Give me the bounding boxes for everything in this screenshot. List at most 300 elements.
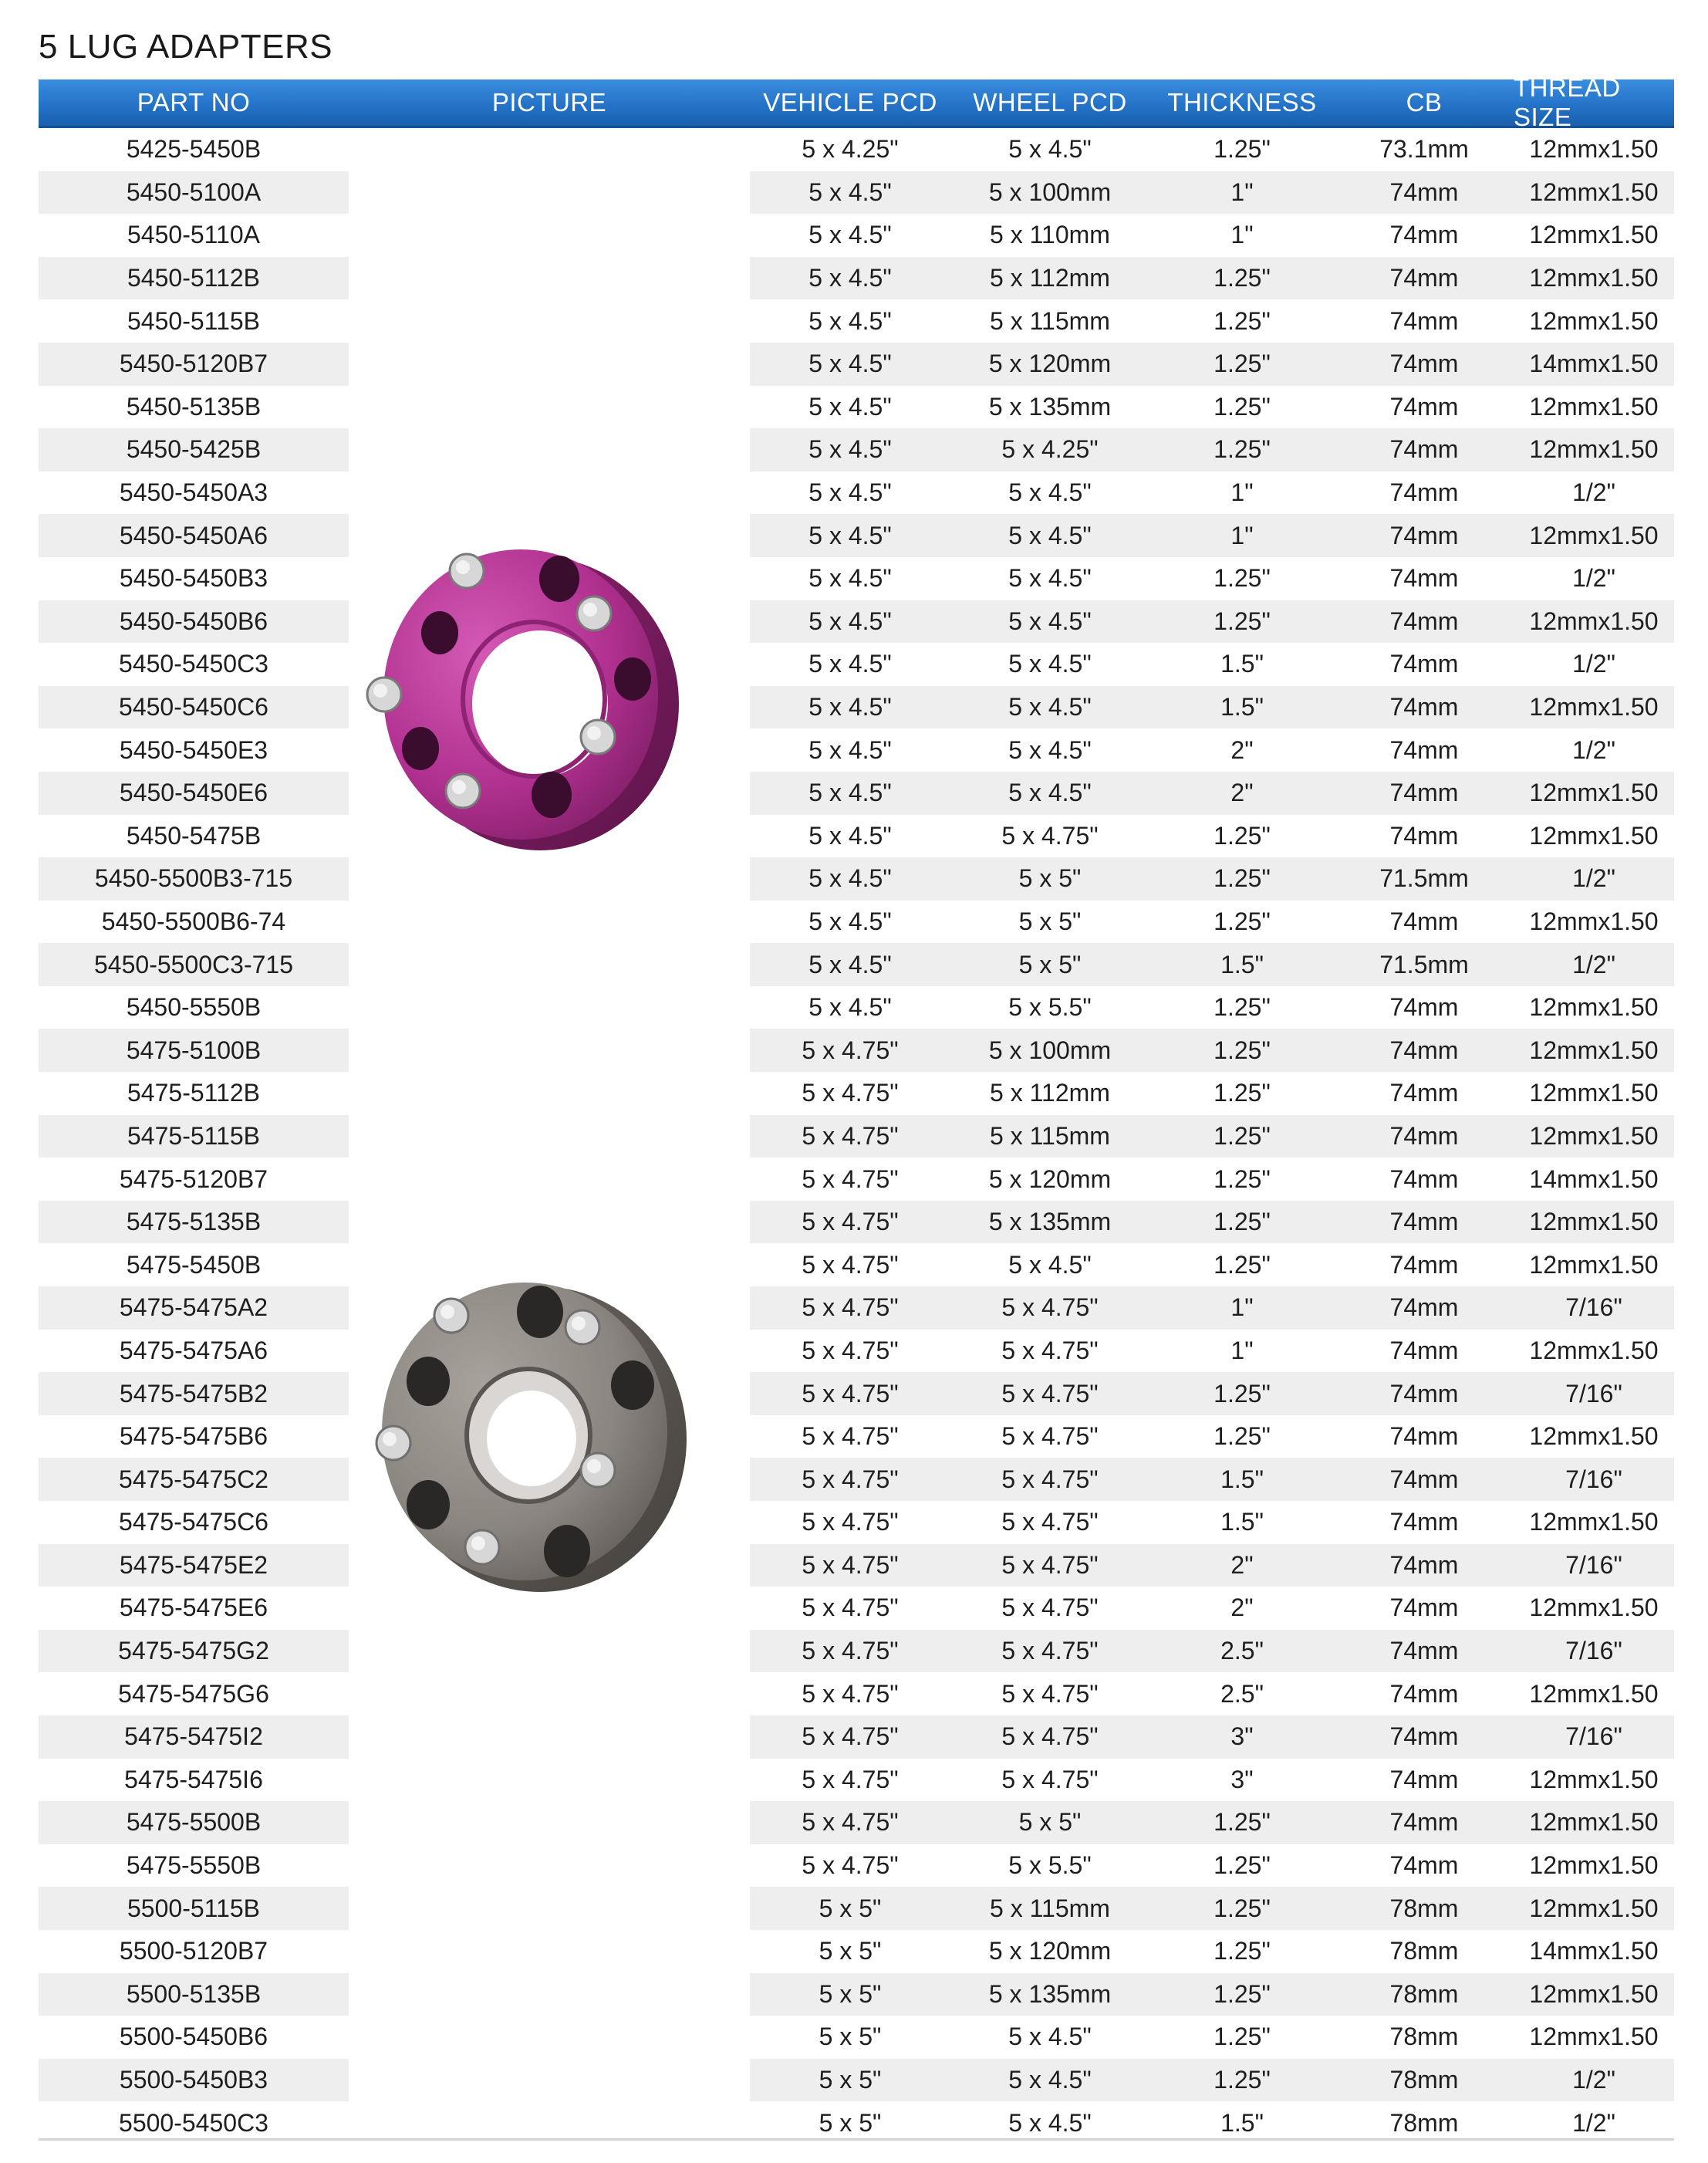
table-row — [39, 686, 1674, 729]
wheel-pcd-cell: 5 x 4.75" — [1001, 1765, 1099, 1793]
thread-size-cell: 7/16" — [1514, 1544, 1674, 1587]
wheel-pcd-cell: 5 x 4.5" — [950, 686, 1149, 729]
cb-cell: 74mm — [1389, 1250, 1459, 1279]
cb-cell: 74mm — [1389, 306, 1459, 335]
table-row — [39, 1415, 1674, 1458]
table-header — [39, 73, 1674, 131]
thickness-cell: 2" — [1149, 772, 1335, 815]
cb-cell: 74mm — [1335, 1715, 1514, 1759]
purple-wheel-adapter-image — [363, 540, 687, 857]
thread-size-cell: 12mmx1.50 — [1514, 428, 1674, 471]
thickness-cell: 1.25" — [1149, 428, 1335, 471]
wheel-pcd-cell: 5 x 135mm — [950, 1201, 1149, 1244]
col-thickness: THICKNESS — [1167, 88, 1317, 117]
thread-size-cell: 12mmx1.50 — [1514, 1973, 1674, 2016]
wheel-pcd-cell: 5 x 112mm — [990, 1079, 1110, 1107]
part-no-cell: 5450-5475B — [126, 821, 262, 850]
picture-cell — [349, 857, 750, 901]
part-no-cell: 5475-5100B — [39, 1029, 349, 1072]
thickness-cell: 1.25" — [1149, 1115, 1335, 1158]
wheel-pcd-cell: 5 x 100mm — [950, 1029, 1149, 1072]
table-row — [39, 1201, 1674, 1244]
thread-size-cell: 12mmx1.50 — [1529, 993, 1659, 1022]
picture-cell — [349, 1158, 750, 1201]
vehicle-pcd-cell: 5 x 4.75" — [750, 1372, 950, 1415]
vehicle-pcd-cell: 5 x 4.75" — [750, 1286, 950, 1330]
table-row — [39, 600, 1674, 644]
cb-cell: 74mm — [1335, 1630, 1514, 1673]
table-row — [39, 1115, 1674, 1158]
cb-cell: 74mm — [1389, 1508, 1459, 1536]
wheel-pcd-cell: 5 x 120mm — [950, 343, 1149, 386]
picture-cell — [349, 1801, 750, 1844]
picture-cell — [349, 986, 750, 1029]
thread-size-cell: 7/16" — [1514, 1372, 1674, 1415]
table-row — [39, 1158, 1674, 1201]
part-no-cell: 5425-5450B — [126, 135, 262, 164]
cb-cell: 71.5mm — [1335, 857, 1514, 901]
cb-cell: 74mm — [1335, 772, 1514, 815]
thread-size-cell: 1/2" — [1514, 2059, 1674, 2102]
cb-cell: 71.5mm — [1335, 943, 1514, 986]
thickness-cell: 1.5" — [1220, 2108, 1264, 2137]
thickness-cell: 1.25" — [1149, 600, 1335, 644]
cb-cell: 74mm — [1389, 478, 1459, 507]
table-row — [39, 171, 1674, 215]
thickness-cell: 2" — [1149, 1544, 1335, 1587]
part-no-cell: 5475-5475G2 — [39, 1630, 349, 1673]
vehicle-pcd-cell: 5 x 4.5" — [808, 650, 892, 678]
vehicle-pcd-cell: 5 x 4.75" — [802, 1765, 899, 1793]
table-row — [39, 1672, 1674, 1715]
part-no-cell: 5475-5475I2 — [39, 1715, 349, 1759]
cb-cell: 74mm — [1389, 821, 1459, 850]
wheel-pcd-cell: 5 x 120mm — [988, 1937, 1112, 1965]
table-row — [39, 1029, 1674, 1072]
vehicle-pcd-cell: 5 x 4.75" — [802, 1679, 899, 1708]
thread-size-cell: 12mmx1.50 — [1529, 1079, 1659, 1107]
thickness-cell: 1.5" — [1220, 1508, 1264, 1536]
cb-cell: 74mm — [1389, 993, 1459, 1022]
cb-cell: 74mm — [1389, 1164, 1459, 1193]
wheel-pcd-cell: 5 x 100mm — [950, 171, 1149, 215]
part-no-cell: 5475-5475E2 — [39, 1544, 349, 1587]
thread-size-cell: 12mmx1.50 — [1514, 1801, 1674, 1844]
table-row — [39, 1801, 1674, 1844]
picture-cell — [349, 343, 750, 386]
wheel-pcd-cell: 5 x 5.5" — [1008, 1851, 1092, 1880]
thread-size-cell: 12mmx1.50 — [1529, 221, 1659, 249]
table-row — [39, 1286, 1674, 1330]
vehicle-pcd-cell: 5 x 4.25" — [802, 135, 899, 164]
thickness-cell: 1.25" — [1213, 564, 1271, 593]
thickness-cell: 1.25" — [1213, 993, 1271, 1022]
vehicle-pcd-cell: 5 x 4.5" — [750, 686, 950, 729]
part-no-cell: 5500-5450B3 — [39, 2059, 349, 2102]
vehicle-pcd-cell: 5 x 4.75" — [750, 1029, 950, 1072]
vehicle-pcd-cell: 5 x 4.75" — [802, 1851, 899, 1880]
table-row — [39, 514, 1674, 557]
part-no-cell: 5450-5100A — [39, 171, 349, 215]
picture-cell — [349, 386, 750, 429]
thread-size-cell: 14mmx1.50 — [1529, 1937, 1659, 1965]
col-cb: CB — [1406, 88, 1443, 117]
picture-cell — [349, 2016, 750, 2059]
wheel-pcd-cell: 5 x 4.5" — [1008, 735, 1092, 764]
picture-cell — [349, 1630, 750, 1673]
wheel-pcd-cell: 5 x 4.75" — [1001, 1508, 1099, 1536]
cb-cell: 74mm — [1389, 1422, 1459, 1451]
table-row — [39, 901, 1674, 944]
vehicle-pcd-cell: 5 x 5" — [750, 1887, 950, 1930]
wheel-pcd-cell: 5 x 115mm — [990, 306, 1110, 335]
vehicle-pcd-cell: 5 x 4.75" — [802, 1422, 899, 1451]
wheel-pcd-cell: 5 x 4.75" — [1001, 821, 1099, 850]
col-picture: PICTURE — [491, 88, 607, 117]
cb-cell: 74mm — [1389, 221, 1459, 249]
thickness-cell: 2.5" — [1220, 1679, 1264, 1708]
table-row — [39, 1715, 1674, 1759]
thread-size-cell: 12mmx1.50 — [1514, 1029, 1674, 1072]
vehicle-pcd-cell: 5 x 4.5" — [808, 564, 892, 593]
thread-size-cell: 12mmx1.50 — [1529, 1250, 1659, 1279]
thickness-cell: 1.25" — [1213, 821, 1271, 850]
part-no-cell: 5475-5475B2 — [39, 1372, 349, 1415]
part-no-cell: 5450-5450C6 — [39, 686, 349, 729]
part-no-cell: 5500-5450C3 — [119, 2108, 268, 2137]
thickness-cell: 1.25" — [1213, 2023, 1271, 2051]
thread-size-cell: 1/2" — [1572, 650, 1615, 678]
thread-size-cell: 12mmx1.50 — [1514, 514, 1674, 557]
thickness-cell: 1.25" — [1213, 1079, 1271, 1107]
thread-size-cell: 12mmx1.50 — [1514, 600, 1674, 644]
wheel-pcd-cell: 5 x 5.5" — [1008, 993, 1092, 1022]
col-part-no: PART NO — [137, 88, 251, 117]
table-row — [39, 1973, 1674, 2016]
vehicle-pcd-cell: 5 x 4.5" — [750, 857, 950, 901]
cb-cell: 78mm — [1389, 2023, 1459, 2051]
table-row — [39, 2059, 1674, 2102]
part-no-cell: 5475-5135B — [39, 1201, 349, 1244]
thickness-cell: 1.25" — [1213, 907, 1271, 935]
part-no-cell: 5475-5120B7 — [119, 1164, 268, 1193]
part-no-cell: 5475-5112B — [127, 1079, 260, 1107]
wheel-pcd-cell: 5 x 4.5" — [1008, 2108, 1092, 2137]
thread-size-cell: 12mmx1.50 — [1514, 1201, 1674, 1244]
thread-size-cell: 12mmx1.50 — [1529, 1851, 1659, 1880]
col-vehicle-pcd: VEHICLE PCD — [763, 88, 937, 117]
vehicle-pcd-cell: 5 x 4.5" — [808, 221, 892, 249]
thickness-cell: 1.25" — [1149, 1801, 1335, 1844]
table-row — [39, 1501, 1674, 1544]
thread-size-cell: 12mmx1.50 — [1514, 686, 1674, 729]
wheel-pcd-cell: 5 x 4.75" — [950, 1286, 1149, 1330]
wheel-pcd-cell: 5 x 4.5" — [1008, 564, 1092, 593]
cb-cell: 74mm — [1335, 1544, 1514, 1587]
thread-size-cell: 1/2" — [1572, 735, 1615, 764]
cb-cell: 74mm — [1389, 1765, 1459, 1793]
cb-cell: 74mm — [1389, 907, 1459, 935]
wheel-pcd-cell: 5 x 4.5" — [950, 772, 1149, 815]
table-row — [39, 386, 1674, 429]
part-no-cell: 5500-5450B6 — [119, 2023, 268, 2051]
thickness-cell: 2" — [1230, 1594, 1254, 1622]
cb-cell: 74mm — [1335, 1458, 1514, 1501]
picture-cell — [349, 471, 750, 515]
cb-cell: 74mm — [1335, 1801, 1514, 1844]
cb-cell: 74mm — [1335, 343, 1514, 386]
cb-cell: 74mm — [1335, 1029, 1514, 1072]
table-row — [39, 1072, 1674, 1115]
cb-cell: 74mm — [1389, 1851, 1459, 1880]
vehicle-pcd-cell: 5 x 4.5" — [750, 772, 950, 815]
vehicle-pcd-cell: 5 x 4.75" — [750, 1458, 950, 1501]
thread-size-cell: 14mmx1.50 — [1514, 343, 1674, 386]
thickness-cell: 1.25" — [1213, 392, 1271, 421]
table-row — [39, 1759, 1674, 1802]
vehicle-pcd-cell: 5 x 5" — [819, 1937, 882, 1965]
vehicle-pcd-cell: 5 x 4.75" — [802, 1336, 899, 1364]
picture-cell — [349, 1844, 750, 1888]
vehicle-pcd-cell: 5 x 4.75" — [802, 1079, 899, 1107]
vehicle-pcd-cell: 5 x 4.75" — [802, 1594, 899, 1622]
picture-cell — [349, 1672, 750, 1715]
wheel-pcd-cell: 5 x 4.75" — [1001, 1422, 1099, 1451]
thread-size-cell: 1/2" — [1572, 564, 1615, 593]
wheel-pcd-cell: 5 x 5" — [950, 943, 1149, 986]
wheel-pcd-cell: 5 x 4.5" — [1008, 478, 1092, 507]
thread-size-cell: 12mmx1.50 — [1529, 1422, 1659, 1451]
table-row — [39, 772, 1674, 815]
cb-cell: 74mm — [1335, 1201, 1514, 1244]
part-no-cell: 5450-5450A6 — [39, 514, 349, 557]
cb-cell: 74mm — [1335, 514, 1514, 557]
vehicle-pcd-cell: 5 x 4.5" — [750, 943, 950, 986]
table-row — [39, 1587, 1674, 1630]
picture-cell — [349, 299, 750, 343]
thickness-cell: 1.25" — [1213, 1937, 1271, 1965]
thickness-cell: 1" — [1230, 1336, 1254, 1364]
thickness-cell: 1.25" — [1149, 1029, 1335, 1072]
vehicle-pcd-cell: 5 x 4.5" — [808, 735, 892, 764]
cb-cell: 74mm — [1389, 1079, 1459, 1107]
thickness-cell: 3" — [1149, 1715, 1335, 1759]
cb-cell: 74mm — [1389, 650, 1459, 678]
vehicle-pcd-cell: 5 x 4.5" — [750, 343, 950, 386]
part-no-cell: 5450-5450A3 — [119, 478, 268, 507]
wheel-pcd-cell: 5 x 135mm — [988, 392, 1112, 421]
vehicle-pcd-cell: 5 x 4.5" — [808, 306, 892, 335]
thickness-cell: 3" — [1230, 1765, 1254, 1793]
table-row — [39, 1458, 1674, 1501]
part-no-cell: 5450-5112B — [39, 257, 349, 300]
part-no-cell: 5475-5475I6 — [124, 1765, 263, 1793]
thickness-cell: 1.5" — [1149, 1458, 1335, 1501]
thread-size-cell: 12mmx1.50 — [1514, 257, 1674, 300]
table-row — [39, 1844, 1674, 1888]
picture-cell — [349, 128, 750, 171]
picture-cell — [349, 1930, 750, 1973]
thickness-cell: 1" — [1149, 514, 1335, 557]
wheel-pcd-cell: 5 x 4.5" — [1008, 650, 1092, 678]
gray-wheel-adapter-image — [366, 1273, 690, 1597]
cb-cell: 74mm — [1335, 171, 1514, 215]
wheel-pcd-cell: 5 x 4.5" — [950, 2059, 1149, 2102]
part-no-cell: 5450-5120B7 — [39, 343, 349, 386]
picture-cell — [349, 1201, 750, 1244]
table-row — [39, 643, 1674, 686]
part-no-cell: 5475-5115B — [39, 1115, 349, 1158]
picture-cell — [349, 2059, 750, 2102]
wheel-pcd-cell: 5 x 115mm — [950, 1887, 1149, 1930]
thickness-cell: 1.25" — [1149, 1372, 1335, 1415]
thread-size-cell: 7/16" — [1514, 1458, 1674, 1501]
part-no-cell: 5450-5450B3 — [119, 564, 268, 593]
thickness-cell: 1" — [1230, 478, 1254, 507]
thread-size-cell: 12mmx1.50 — [1514, 171, 1674, 215]
thickness-cell: 1.25" — [1149, 1887, 1335, 1930]
table-row — [39, 2016, 1674, 2059]
thickness-cell: 2.5" — [1149, 1630, 1335, 1673]
vehicle-pcd-cell: 5 x 4.75" — [750, 1630, 950, 1673]
thickness-cell: 1.25" — [1213, 135, 1271, 164]
part-no-cell: 5500-5135B — [39, 1973, 349, 2016]
thickness-cell: 1.25" — [1213, 1851, 1271, 1880]
vehicle-pcd-cell: 5 x 4.5" — [750, 600, 950, 644]
page-title: 5 LUG ADAPTERS — [39, 28, 333, 66]
table-row — [39, 1887, 1674, 1930]
thread-size-cell: 7/16" — [1514, 1630, 1674, 1673]
wheel-pcd-cell: 5 x 4.5" — [1008, 1250, 1092, 1279]
cb-cell: 78mm — [1389, 1937, 1459, 1965]
thread-size-cell: 12mmx1.50 — [1529, 907, 1659, 935]
thread-size-cell: 7/16" — [1514, 1715, 1674, 1759]
vehicle-pcd-cell: 5 x 4.75" — [802, 1164, 899, 1193]
table-row — [39, 1330, 1674, 1373]
thickness-cell: 1" — [1149, 171, 1335, 215]
vehicle-pcd-cell: 5 x 5" — [819, 2108, 882, 2137]
thread-size-cell: 12mmx1.50 — [1529, 1679, 1659, 1708]
part-no-cell: 5475-5475C2 — [39, 1458, 349, 1501]
thickness-cell: 1.25" — [1213, 1164, 1271, 1193]
cb-cell: 74mm — [1335, 257, 1514, 300]
thickness-cell: 1" — [1230, 221, 1254, 249]
thread-size-cell: 12mmx1.50 — [1514, 772, 1674, 815]
table-row — [39, 343, 1674, 386]
thread-size-cell: 12mmx1.50 — [1529, 1594, 1659, 1622]
table-row — [39, 943, 1674, 986]
cb-cell: 74mm — [1389, 392, 1459, 421]
cb-cell: 78mm — [1335, 1973, 1514, 2016]
vehicle-pcd-cell: 5 x 4.75" — [750, 1715, 950, 1759]
part-no-cell: 5450-5450E6 — [39, 772, 349, 815]
thickness-cell: 1" — [1149, 1286, 1335, 1330]
cb-cell: 78mm — [1389, 2108, 1459, 2137]
vehicle-pcd-cell: 5 x 4.5" — [750, 514, 950, 557]
thickness-cell: 2" — [1230, 735, 1254, 764]
cb-cell: 74mm — [1335, 1286, 1514, 1330]
wheel-pcd-cell: 5 x 4.5" — [1008, 2023, 1092, 2051]
part-no-cell: 5450-5135B — [126, 392, 262, 421]
cb-cell: 74mm — [1389, 735, 1459, 764]
wheel-pcd-cell: 5 x 4.5" — [1008, 135, 1092, 164]
cb-cell: 74mm — [1389, 564, 1459, 593]
picture-cell — [349, 1029, 750, 1072]
picture-cell — [349, 1072, 750, 1115]
wheel-pcd-cell: 5 x 4.75" — [1001, 1594, 1099, 1622]
picture-cell — [349, 1973, 750, 2016]
part-no-cell: 5475-5475A2 — [39, 1286, 349, 1330]
thickness-cell: 1.25" — [1149, 1201, 1335, 1244]
thread-size-cell: 12mmx1.50 — [1529, 135, 1659, 164]
wheel-pcd-cell: 5 x 4.75" — [950, 1544, 1149, 1587]
vehicle-pcd-cell: 5 x 4.75" — [802, 1250, 899, 1279]
part-no-cell: 5475-5450B — [126, 1250, 262, 1279]
thickness-cell: 1.25" — [1149, 2059, 1335, 2102]
wheel-pcd-cell: 5 x 120mm — [988, 1164, 1112, 1193]
vehicle-pcd-cell: 5 x 4.5" — [808, 821, 892, 850]
wheel-pcd-cell: 5 x 4.75" — [950, 1630, 1149, 1673]
cb-cell: 78mm — [1335, 2059, 1514, 2102]
thread-size-cell: 1/2" — [1572, 2108, 1615, 2137]
picture-cell — [349, 1715, 750, 1759]
thread-size-cell: 1/2" — [1514, 857, 1674, 901]
part-no-cell: 5500-5115B — [39, 1887, 349, 1930]
part-no-cell: 5475-5475G6 — [118, 1679, 269, 1708]
vehicle-pcd-cell: 5 x 4.5" — [808, 478, 892, 507]
thickness-cell: 1.5" — [1149, 943, 1335, 986]
thickness-cell: 1.25" — [1213, 1422, 1271, 1451]
table-row — [39, 128, 1674, 171]
thread-size-cell: 12mmx1.50 — [1529, 1508, 1659, 1536]
table-row — [39, 1544, 1674, 1587]
cb-cell: 74mm — [1335, 428, 1514, 471]
part-no-cell: 5450-5500B6-74 — [101, 907, 286, 935]
thread-size-cell: 14mmx1.50 — [1529, 1164, 1659, 1193]
table-row — [39, 986, 1674, 1029]
part-no-cell: 5450-5550B — [126, 993, 262, 1022]
picture-cell — [349, 943, 750, 986]
wheel-pcd-cell: 5 x 4.75" — [1001, 1679, 1099, 1708]
cb-cell: 74mm — [1389, 1594, 1459, 1622]
part-no-cell: 5475-5475E6 — [119, 1594, 268, 1622]
thread-size-cell: 1/2" — [1514, 943, 1674, 986]
table-row — [39, 815, 1674, 858]
wheel-pcd-cell: 5 x 115mm — [950, 1115, 1149, 1158]
thread-size-cell: 12mmx1.50 — [1529, 1336, 1659, 1364]
wheel-pcd-cell: 5 x 4.75" — [950, 1715, 1149, 1759]
part-no-cell: 5450-5425B — [39, 428, 349, 471]
thickness-cell: 1.25" — [1149, 857, 1335, 901]
thickness-cell: 1.5" — [1149, 686, 1335, 729]
part-no-cell: 5475-5475B6 — [119, 1422, 268, 1451]
table-row — [39, 857, 1674, 901]
part-no-cell: 5450-5115B — [127, 306, 260, 335]
vehicle-pcd-cell: 5 x 5" — [750, 2059, 950, 2102]
part-no-cell: 5475-5475C6 — [119, 1508, 268, 1536]
vehicle-pcd-cell: 5 x 4.75" — [750, 1115, 950, 1158]
thickness-cell: 1.25" — [1149, 343, 1335, 386]
part-no-cell: 5450-5110A — [127, 221, 260, 249]
thread-size-cell: 12mmx1.50 — [1529, 2023, 1659, 2051]
thread-size-cell: 7/16" — [1514, 1286, 1674, 1330]
table-row — [39, 214, 1674, 257]
vehicle-pcd-cell: 5 x 4.5" — [750, 428, 950, 471]
vehicle-pcd-cell: 5 x 4.5" — [808, 993, 892, 1022]
table-row — [39, 1630, 1674, 1673]
thread-size-cell: 12mmx1.50 — [1529, 392, 1659, 421]
picture-cell — [349, 257, 750, 300]
